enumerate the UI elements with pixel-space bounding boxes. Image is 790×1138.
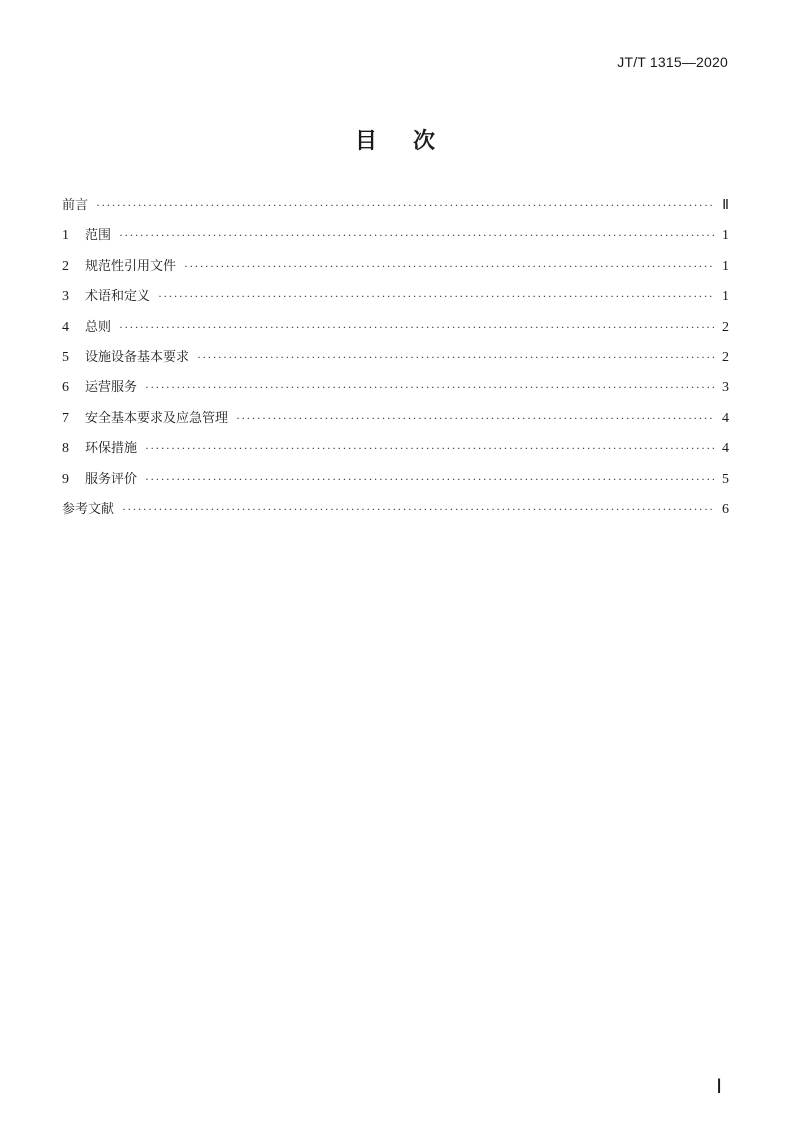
toc-entry-8[interactable] (62, 437, 729, 467)
toc-entry-4[interactable] (62, 316, 729, 346)
toc-entry-page: 2 (722, 319, 729, 335)
toc-entry-number: 5 (62, 349, 69, 365)
toc-entry-number: 4 (62, 319, 69, 335)
document-code: JT/T 1315—2020 (617, 54, 728, 70)
toc-entry-page: 1 (722, 258, 729, 274)
toc-entry-title: 服务评价 (85, 471, 138, 487)
toc-leader-dots (197, 350, 715, 365)
toc-leader-dots (122, 502, 715, 517)
toc-leader-dots (184, 259, 715, 274)
toc-entry-title: 运营服务 (85, 380, 138, 396)
page-title: 目次 (354, 129, 471, 154)
toc-leader-dots (236, 411, 715, 426)
toc-leader-dots (119, 228, 715, 243)
toc-entry-3[interactable] (62, 285, 729, 315)
toc-leader-dots (96, 198, 715, 213)
toc-entry-number: 7 (62, 410, 69, 426)
toc-entry-page: 3 (722, 380, 729, 396)
toc-entry-title: 术语和定义 (85, 289, 151, 305)
toc-entry-number: 2 (62, 258, 69, 274)
toc-entry-references[interactable] (62, 498, 729, 528)
toc-entry-page: 6 (722, 501, 729, 517)
page-number: Ⅰ (716, 1076, 722, 1098)
toc-entry-1[interactable] (62, 224, 729, 254)
toc-entry-page: 1 (722, 289, 729, 305)
toc-entry-foreword[interactable] (62, 194, 729, 224)
toc-entry-title: 设施设备基本要求 (85, 349, 190, 365)
table-of-contents (62, 194, 729, 528)
toc-entry-2[interactable] (62, 255, 729, 285)
toc-entry-number: 6 (62, 380, 69, 396)
toc-entry-title: 环保措施 (85, 441, 138, 457)
toc-entry-number: 3 (62, 289, 69, 305)
toc-leader-dots (145, 380, 715, 395)
toc-leader-dots (145, 441, 715, 456)
toc-entry-page: Ⅱ (722, 198, 729, 213)
toc-entry-page: 1 (722, 228, 729, 244)
toc-entry-title: 总则 (85, 319, 112, 335)
toc-entry-title: 参考文献 (62, 501, 115, 517)
toc-leader-dots (119, 320, 715, 335)
toc-entry-number: 8 (62, 441, 69, 457)
toc-leader-dots (158, 289, 715, 304)
toc-entry-5[interactable] (62, 346, 729, 376)
toc-leader-dots (145, 472, 715, 487)
toc-entry-9[interactable] (62, 468, 729, 498)
toc-entry-number: 9 (62, 471, 69, 487)
toc-entry-title: 规范性引用文件 (85, 258, 177, 274)
toc-entry-title: 范围 (85, 228, 112, 244)
toc-entry-title: 安全基本要求及应急管理 (85, 410, 229, 426)
toc-entry-page: 4 (722, 441, 729, 457)
toc-entry-page: 2 (722, 349, 729, 365)
toc-entry-6[interactable] (62, 376, 729, 406)
toc-entry-page: 4 (722, 410, 729, 426)
toc-entry-number: 1 (62, 228, 69, 244)
toc-entry-page: 5 (722, 471, 729, 487)
toc-entry-title: 前言 (62, 198, 89, 213)
toc-entry-7[interactable] (62, 407, 729, 437)
